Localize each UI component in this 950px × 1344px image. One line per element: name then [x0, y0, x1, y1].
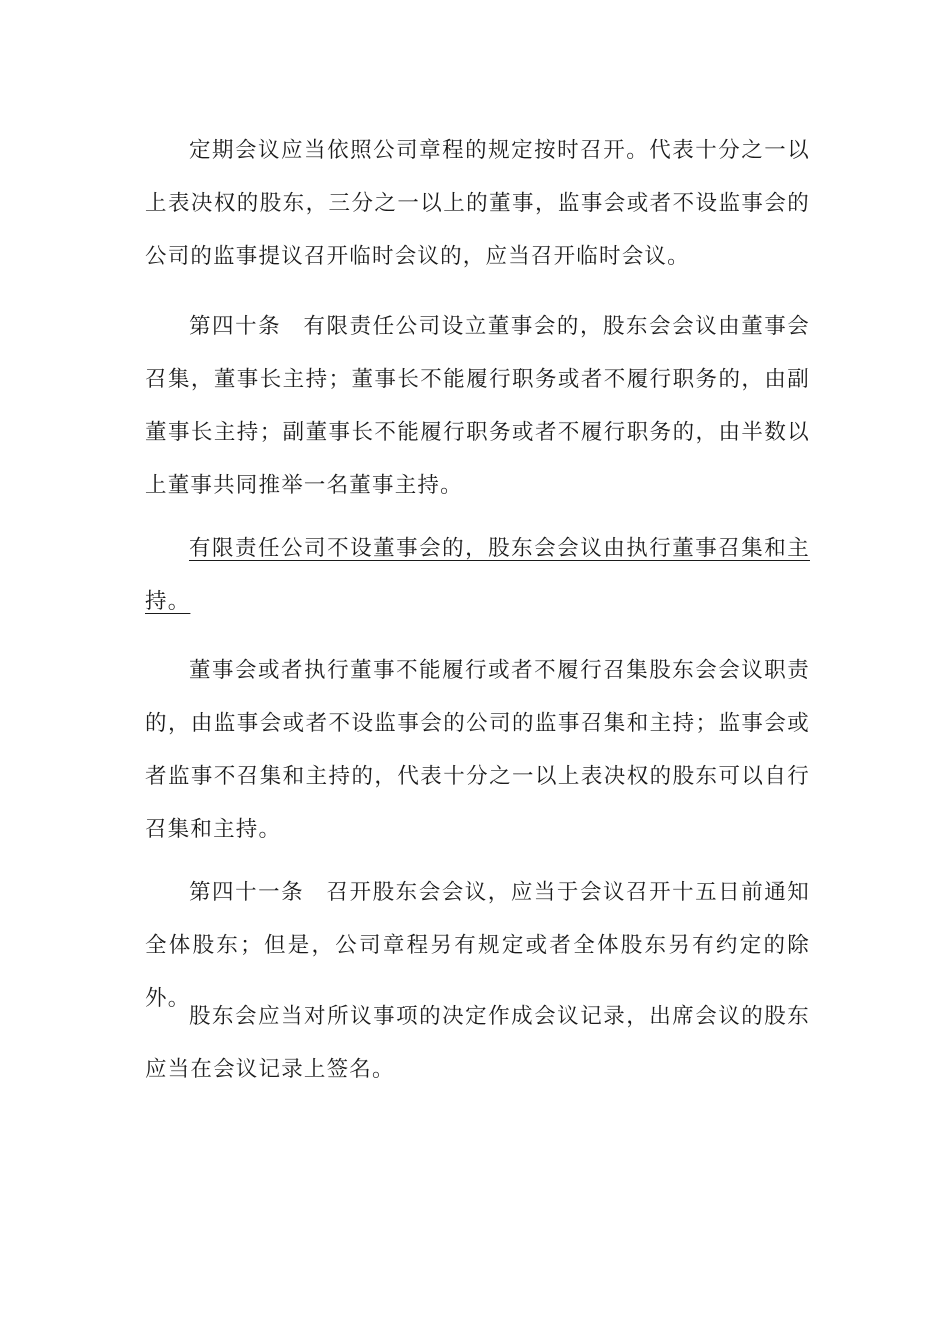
paragraph-convening-duty — [145, 644, 810, 856]
paragraph-text: 有限责任公司不设董事会的，股东会会议由执行董事召集和主持。 — [145, 536, 810, 614]
paragraph-text: 董事会或者执行董事不能履行或者不履行召集股东会会议职责的，由监事会或者不设监事会的公司的监事召集和主持；监事会或者监事不召集和主持的，代表十分之一以上表决权的股东可以自行召集和主持。 — [145, 658, 810, 842]
paragraph-text: 定期会议应当依照公司章程的规定按时召开。代表十分之一以上表决权的股东，三分之一以上的董事，监事会或者不设监事会的公司的监事提议召开临时会议的，应当召开临时会议。 — [145, 138, 810, 269]
paragraph-text: 召开股东会会议，应当于会议召开十五日前通知全体股东；但是，公司章程另有规定或者全体股东另有约定的除外。 — [145, 880, 810, 1011]
article-number: 第四十条 — [189, 314, 282, 339]
paragraph-article-40 — [145, 300, 810, 512]
paragraph-meeting-minutes — [145, 990, 810, 1096]
paragraph-regular-meetings — [145, 124, 810, 283]
paragraph-no-board-underlined — [145, 522, 810, 628]
paragraph-text: 有限责任公司设立董事会的，股东会会议由董事会召集，董事长主持；董事长不能履行职务或者不履行职务的，由副董事长主持；副董事长不能履行职务或者不履行职务的，由半数以上董事共同推举一名董事主持。 — [145, 314, 810, 498]
article-number: 第四十一条 — [189, 880, 305, 905]
paragraph-text: 股东会应当对所议事项的决定作成会议记录，出席会议的股东应当在会议记录上签名。 — [145, 1004, 810, 1082]
